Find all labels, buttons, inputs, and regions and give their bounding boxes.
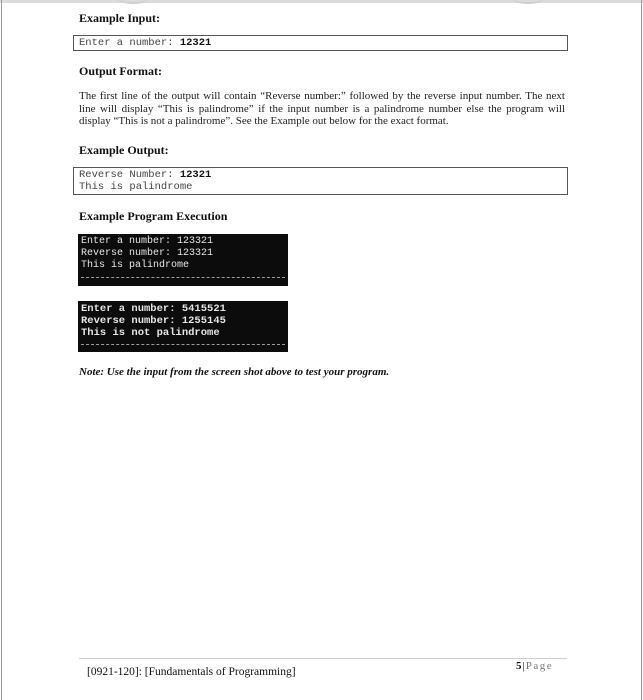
page-separator: |	[522, 660, 525, 672]
example-input-prompt: Enter a number:	[79, 37, 180, 49]
footer-divider	[79, 658, 567, 659]
terminal-2-dashed-rule	[81, 343, 285, 345]
terminal-1-line-2: Reverse number: 123321	[81, 248, 214, 259]
example-output-line-2: This is palindrome	[79, 181, 193, 193]
terminal-screenshot-1	[78, 234, 288, 286]
terminal-2-line-1: Enter a number: 5415521	[81, 303, 226, 315]
page-border-left	[1, 0, 2, 700]
example-output-line-1	[79, 169, 562, 181]
example-input-value: 12321	[179, 37, 212, 49]
terminal-screenshot-2	[78, 301, 288, 352]
example-output-heading: Example Output:	[79, 143, 169, 157]
example-output-value: 12321	[179, 169, 212, 181]
scan-curve-right	[513, 0, 543, 4]
scan-curve-left	[118, 0, 148, 4]
footer-course: [0921-120]: [Fundamentals of Programming]	[87, 666, 296, 678]
terminal-1-line-1: Enter a number: 123321	[81, 236, 214, 247]
example-input-box	[73, 35, 568, 51]
page-number: 5	[516, 660, 522, 672]
terminal-2-line-3: This is not palindrome	[81, 327, 220, 339]
note-text: Note: Use the input from the screen shot above to test your program.	[79, 366, 390, 378]
output-format-heading: Output Format:	[79, 64, 162, 78]
terminal-2-line-2: Reverse number: 1255145	[81, 315, 226, 327]
page-label: Page	[525, 660, 554, 672]
terminal-1-dashed-rule	[81, 276, 285, 278]
scan-top-edge	[0, 0, 643, 3]
output-format-paragraph: The first line of the output will contain “Reverse number:” followed by the reverse input number. The next line will display “This is palindrome” if the input number is a palindrome number else the program will display “This is not a palindrome”. See the Example out below for the exact format.	[79, 90, 565, 127]
page-border-right	[641, 0, 642, 700]
footer-page	[516, 660, 553, 672]
example-output-box	[73, 167, 568, 195]
program-execution-heading: Example Program Execution	[79, 209, 228, 223]
example-input-heading: Example Input:	[79, 11, 161, 25]
terminal-1-line-3: This is palindrome	[81, 260, 190, 271]
example-output-label: Reverse Number:	[79, 169, 180, 181]
